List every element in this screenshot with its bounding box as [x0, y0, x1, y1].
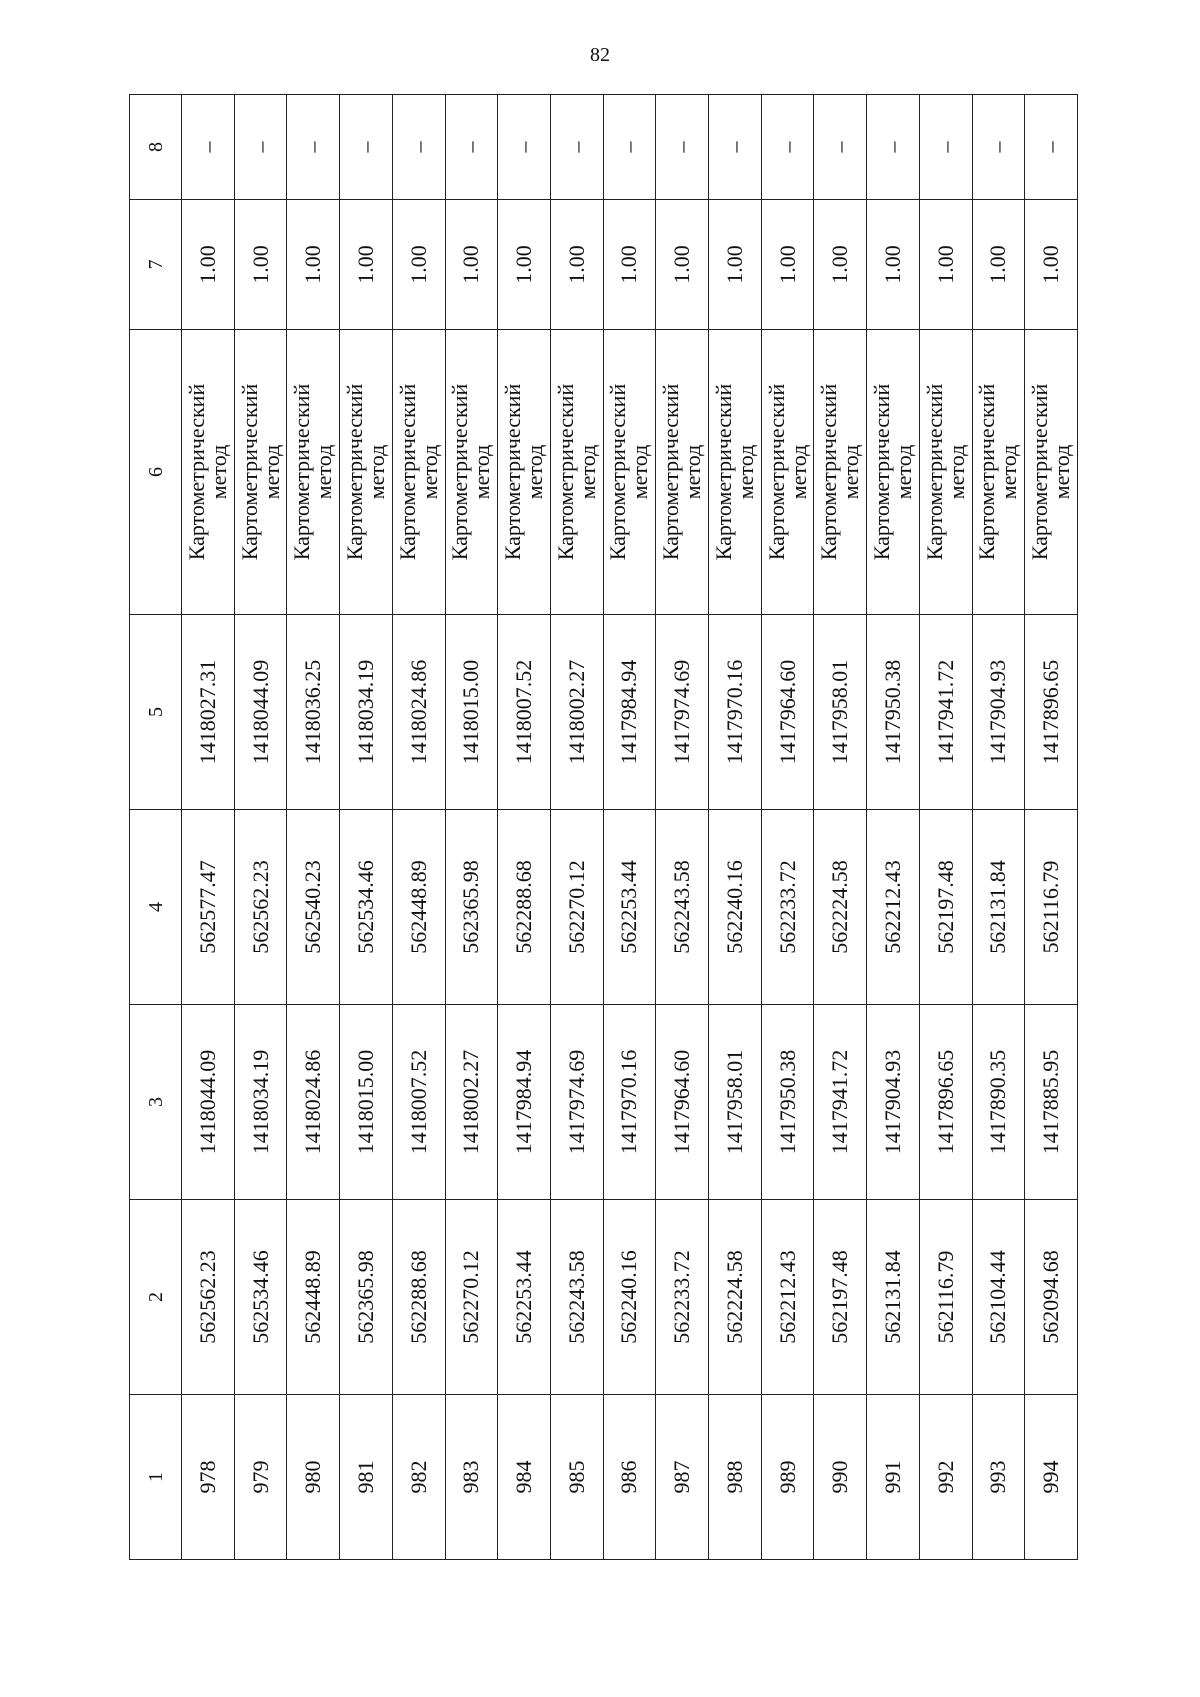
cell-col-2: 562197.48 — [814, 1200, 867, 1395]
cell-col-1: 994 — [1025, 1395, 1078, 1560]
method-line-2: метод — [627, 444, 653, 500]
cell-col-8: – — [287, 95, 340, 200]
method-cell — [340, 330, 393, 615]
method-line-1: Картометрический — [1027, 383, 1053, 561]
cell-col-2: 562240.16 — [603, 1200, 656, 1395]
cell-col-5: 1418015.00 — [445, 615, 498, 810]
method-line-1: Картометрический — [236, 383, 262, 561]
cell-col-3: 1418034.19 — [234, 1005, 287, 1200]
cell-col-4: 562212.43 — [867, 810, 920, 1005]
table-row — [392, 95, 445, 1560]
method-line-1: Картометрический — [183, 383, 209, 561]
cell-col-5: 1418007.52 — [498, 615, 551, 810]
method-cell — [287, 330, 340, 615]
cell-col-3: 1418044.09 — [182, 1005, 235, 1200]
cell-col-4: 562240.16 — [709, 810, 762, 1005]
method-line-2: метод — [574, 444, 600, 500]
cell-col-1: 981 — [340, 1395, 393, 1560]
page-number: 82 — [590, 44, 610, 66]
cell-col-3: 1417904.93 — [867, 1005, 920, 1200]
cell-col-2: 562243.58 — [550, 1200, 603, 1395]
table-row — [656, 95, 709, 1560]
cell-col-7: 1.00 — [1025, 200, 1078, 330]
header-cell-2: 2 — [130, 1200, 182, 1395]
method-line-2: метод — [258, 444, 284, 500]
cell-col-8: – — [340, 95, 393, 200]
cell-col-3: 1418015.00 — [340, 1005, 393, 1200]
cell-col-7: 1.00 — [550, 200, 603, 330]
method-cell — [867, 330, 920, 615]
cell-col-1: 989 — [761, 1395, 814, 1560]
cell-col-7: 1.00 — [182, 200, 235, 330]
method-cell — [761, 330, 814, 615]
cell-col-2: 562534.46 — [234, 1200, 287, 1395]
cell-col-8: – — [392, 95, 445, 200]
cell-col-5: 1417904.93 — [972, 615, 1025, 810]
cell-col-5: 1417950.38 — [867, 615, 920, 810]
method-line-1: Картометрический — [868, 383, 894, 561]
method-line-1: Картометрический — [500, 383, 526, 561]
method-line-2: метод — [996, 444, 1022, 500]
table-row — [867, 95, 920, 1560]
method-line-2: метод — [680, 444, 706, 500]
method-line-2: метод — [311, 444, 337, 500]
header-cell-1: 1 — [130, 1395, 182, 1560]
method-cell — [814, 330, 867, 615]
cell-col-4: 562577.47 — [182, 810, 235, 1005]
header-cell-3: 3 — [130, 1005, 182, 1200]
cell-col-5: 1418024.86 — [392, 615, 445, 810]
table-row — [550, 95, 603, 1560]
cell-col-4: 562224.58 — [814, 810, 867, 1005]
cell-col-8: – — [814, 95, 867, 200]
header-cell-4: 4 — [130, 810, 182, 1005]
cell-col-5: 1418036.25 — [287, 615, 340, 810]
cell-col-1: 990 — [814, 1395, 867, 1560]
cell-col-2: 562094.68 — [1025, 1200, 1078, 1395]
cell-col-4: 562131.84 — [972, 810, 1025, 1005]
method-line-1: Картометрический — [710, 383, 736, 561]
method-line-1: Картометрический — [974, 383, 1000, 561]
header-cell-8: 8 — [130, 95, 182, 200]
cell-col-2: 562448.89 — [287, 1200, 340, 1395]
method-cell — [445, 330, 498, 615]
cell-col-3: 1417974.69 — [550, 1005, 603, 1200]
cell-col-7: 1.00 — [234, 200, 287, 330]
method-line-2: метод — [785, 444, 811, 500]
method-cell — [498, 330, 551, 615]
cell-col-8: – — [445, 95, 498, 200]
method-line-1: Картометрический — [921, 383, 947, 561]
method-cell — [550, 330, 603, 615]
cell-col-3: 1418007.52 — [392, 1005, 445, 1200]
cell-col-3: 1417984.94 — [498, 1005, 551, 1200]
cell-col-2: 562233.72 — [656, 1200, 709, 1395]
cell-col-5: 1418034.19 — [340, 615, 393, 810]
cell-col-5: 1417974.69 — [656, 615, 709, 810]
cell-col-3: 1418002.27 — [445, 1005, 498, 1200]
cell-col-5: 1417941.72 — [919, 615, 972, 810]
method-cell — [392, 330, 445, 615]
cell-col-3: 1417970.16 — [603, 1005, 656, 1200]
table-row — [709, 95, 762, 1560]
table-row — [445, 95, 498, 1560]
table-row — [761, 95, 814, 1560]
method-line-2: метод — [522, 444, 548, 500]
cell-col-8: – — [603, 95, 656, 200]
cell-col-2: 562365.98 — [340, 1200, 393, 1395]
cell-col-5: 1418044.09 — [234, 615, 287, 810]
cell-col-7: 1.00 — [603, 200, 656, 330]
cell-col-2: 562131.84 — [867, 1200, 920, 1395]
table-row — [182, 95, 235, 1560]
method-line-1: Картометрический — [658, 383, 684, 561]
method-line-1: Картометрический — [763, 383, 789, 561]
cell-col-5: 1418002.27 — [550, 615, 603, 810]
cell-col-7: 1.00 — [972, 200, 1025, 330]
cell-col-1: 982 — [392, 1395, 445, 1560]
cell-col-8: – — [1025, 95, 1078, 200]
cell-col-5: 1417896.65 — [1025, 615, 1078, 810]
method-line-2: метод — [838, 444, 864, 500]
cell-col-7: 1.00 — [656, 200, 709, 330]
table-header-row — [130, 95, 182, 1560]
cell-col-7: 1.00 — [709, 200, 762, 330]
cell-col-4: 562534.46 — [340, 810, 393, 1005]
cell-col-7: 1.00 — [287, 200, 340, 330]
cell-col-7: 1.00 — [498, 200, 551, 330]
cell-col-2: 562288.68 — [392, 1200, 445, 1395]
cell-col-3: 1417964.60 — [656, 1005, 709, 1200]
method-line-2: метод — [205, 444, 231, 500]
cell-col-8: – — [919, 95, 972, 200]
method-cell — [919, 330, 972, 615]
cell-col-8: – — [182, 95, 235, 200]
method-line-2: метод — [1049, 444, 1075, 500]
cell-col-5: 1417964.60 — [761, 615, 814, 810]
cell-col-4: 562540.23 — [287, 810, 340, 1005]
cell-col-3: 1417885.95 — [1025, 1005, 1078, 1200]
method-line-1: Картометрический — [341, 383, 367, 561]
method-cell — [603, 330, 656, 615]
cell-col-5: 1418027.31 — [182, 615, 235, 810]
cell-col-7: 1.00 — [392, 200, 445, 330]
cell-col-7: 1.00 — [761, 200, 814, 330]
cell-col-2: 562270.12 — [445, 1200, 498, 1395]
cell-col-1: 978 — [182, 1395, 235, 1560]
header-cell-5: 5 — [130, 615, 182, 810]
cell-col-1: 979 — [234, 1395, 287, 1560]
cell-col-1: 986 — [603, 1395, 656, 1560]
method-cell — [234, 330, 287, 615]
cell-col-8: – — [709, 95, 762, 200]
cell-col-2: 562104.44 — [972, 1200, 1025, 1395]
cell-col-3: 1417958.01 — [709, 1005, 762, 1200]
cell-col-3: 1417896.65 — [919, 1005, 972, 1200]
cell-col-8: – — [656, 95, 709, 200]
cell-col-4: 562243.58 — [656, 810, 709, 1005]
method-line-2: метод — [890, 444, 916, 500]
cell-col-7: 1.00 — [340, 200, 393, 330]
method-cell — [972, 330, 1025, 615]
cell-col-8: – — [550, 95, 603, 200]
table-row — [498, 95, 551, 1560]
cell-col-4: 562270.12 — [550, 810, 603, 1005]
cell-col-3: 1417950.38 — [761, 1005, 814, 1200]
method-cell — [1025, 330, 1078, 615]
table-row — [603, 95, 656, 1560]
method-line-2: метод — [416, 444, 442, 500]
cell-col-1: 980 — [287, 1395, 340, 1560]
method-line-2: метод — [363, 444, 389, 500]
method-line-2: метод — [732, 444, 758, 500]
cell-col-2: 562253.44 — [498, 1200, 551, 1395]
table-row — [972, 95, 1025, 1560]
cell-col-4: 562448.89 — [392, 810, 445, 1005]
cell-col-4: 562562.23 — [234, 810, 287, 1005]
cell-col-8: – — [498, 95, 551, 200]
cell-col-1: 984 — [498, 1395, 551, 1560]
table-row — [814, 95, 867, 1560]
cell-col-2: 562212.43 — [761, 1200, 814, 1395]
cell-col-5: 1417970.16 — [709, 615, 762, 810]
cell-col-1: 987 — [656, 1395, 709, 1560]
cell-col-4: 562253.44 — [603, 810, 656, 1005]
method-line-1: Картометрический — [605, 383, 631, 561]
table-row — [340, 95, 393, 1560]
table-row — [1025, 95, 1078, 1560]
cell-col-3: 1417941.72 — [814, 1005, 867, 1200]
cell-col-8: – — [234, 95, 287, 200]
cell-col-4: 562116.79 — [1025, 810, 1078, 1005]
method-line-2: метод — [469, 444, 495, 500]
cell-col-4: 562197.48 — [919, 810, 972, 1005]
cell-col-3: 1417890.35 — [972, 1005, 1025, 1200]
rotated-table-container — [129, 95, 1078, 1560]
coordinates-table — [129, 94, 1078, 1560]
method-cell — [709, 330, 762, 615]
method-line-1: Картометрический — [394, 383, 420, 561]
cell-col-5: 1417984.94 — [603, 615, 656, 810]
table-row — [234, 95, 287, 1560]
cell-col-1: 988 — [709, 1395, 762, 1560]
method-line-2: метод — [943, 444, 969, 500]
cell-col-8: – — [972, 95, 1025, 200]
cell-col-2: 562224.58 — [709, 1200, 762, 1395]
cell-col-4: 562288.68 — [498, 810, 551, 1005]
method-line-1: Картометрический — [816, 383, 842, 561]
cell-col-4: 562233.72 — [761, 810, 814, 1005]
cell-col-1: 993 — [972, 1395, 1025, 1560]
cell-col-4: 562365.98 — [445, 810, 498, 1005]
cell-col-7: 1.00 — [814, 200, 867, 330]
table-row — [287, 95, 340, 1560]
cell-col-2: 562562.23 — [182, 1200, 235, 1395]
cell-col-7: 1.00 — [867, 200, 920, 330]
method-cell — [182, 330, 235, 615]
cell-col-2: 562116.79 — [919, 1200, 972, 1395]
cell-col-8: – — [867, 95, 920, 200]
table-wrapper — [129, 95, 1078, 1560]
header-cell-7: 7 — [130, 200, 182, 330]
cell-col-7: 1.00 — [919, 200, 972, 330]
method-cell — [656, 330, 709, 615]
cell-col-3: 1418024.86 — [287, 1005, 340, 1200]
cell-col-1: 983 — [445, 1395, 498, 1560]
cell-col-1: 985 — [550, 1395, 603, 1560]
header-cell-6: 6 — [130, 330, 182, 615]
method-line-1: Картометрический — [552, 383, 578, 561]
method-line-1: Картометрический — [447, 383, 473, 561]
cell-col-8: – — [761, 95, 814, 200]
cell-col-5: 1417958.01 — [814, 615, 867, 810]
cell-col-7: 1.00 — [445, 200, 498, 330]
cell-col-1: 992 — [919, 1395, 972, 1560]
method-line-1: Картометрический — [289, 383, 315, 561]
table-row — [919, 95, 972, 1560]
cell-col-1: 991 — [867, 1395, 920, 1560]
